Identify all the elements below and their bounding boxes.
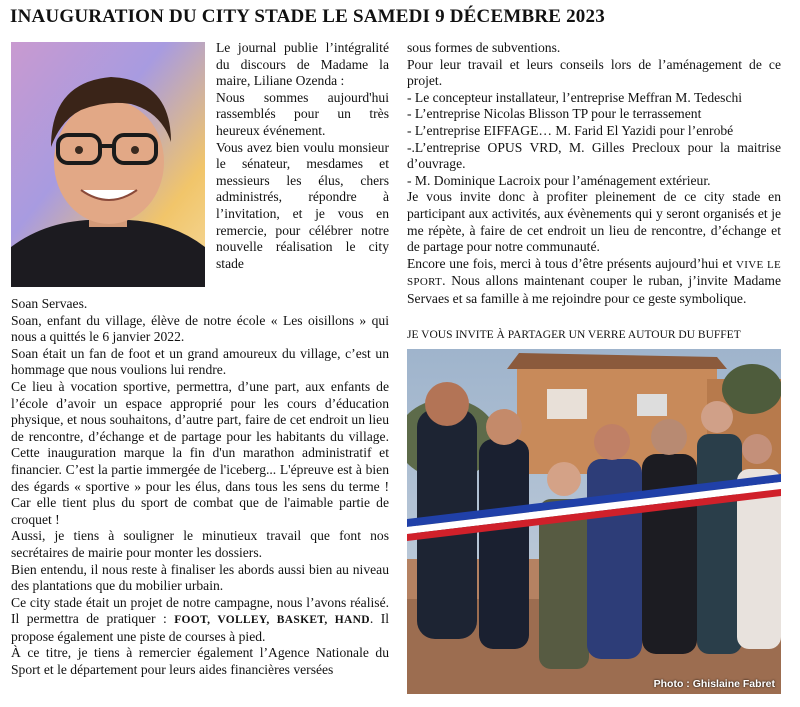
- sports-list: FOOT, VOLLEY, BASKET, HAND: [174, 614, 370, 627]
- right-paragraph: - L’entreprise EIFFAGE… M. Farid El Yazidi pour l’enrobé: [407, 122, 734, 138]
- left-paragraph: Bien entendu, il nous reste à finaliser les abords aussi bien au niveau des plantations que du mobilier urbain.: [11, 561, 389, 594]
- vive-le-sport: VIVE LE SPORT: [407, 258, 781, 289]
- intro-paragraph: Le journal publie l’intégralité du discours de Madame la maire, Liliane Ozenda :: [216, 40, 389, 89]
- intro-paragraph: Vous avez bien voulu monsieur le sénateur, mesdames et messieurs les élus, chers administrés, répondre à l’invitation, et je vous en remercie, pour célébrer notre nouvelle réalisation le city stade: [216, 139, 389, 271]
- left-paragraph: À ce titre, je tiens à remercier également l’Agence Nationale du Sport et le département pour leurs aides financières versées: [11, 645, 389, 678]
- left-paragraph: Soan Servaes.: [11, 296, 88, 311]
- right-paragraph: sous formes de subventions.: [407, 40, 561, 55]
- photo-credit: Photo : Ghislaine Fabret: [653, 678, 775, 690]
- intro-text: [216, 40, 389, 272]
- portrait-photo: [11, 42, 205, 287]
- ribbon-cutting-illustration: [407, 349, 781, 694]
- left-paragraph: Aussi, je tiens à souligner le minutieux travail que font nos secrétaires de mairie pour monter les dossiers.: [11, 528, 389, 560]
- intro-paragraph: Nous sommes aujourd'hui rassemblés pour un très heureux événement.: [216, 89, 389, 138]
- sports-text-a: Ce city stade était un projet de notre campagne, nous l’avons réalisé. Il permettra de pratiquer :: [11, 594, 389, 627]
- right-paragraph: [407, 256, 781, 308]
- right-column: [407, 40, 781, 308]
- right-paragraph: - L’entreprise Nicolas Blisson TP pour le terrassement: [407, 106, 702, 122]
- left-paragraph: Ce lieu à vocation sportive, permettra, d’une part, aux enfants de l’école d’avoir un espace approprié pour les cours d’éducation physique, et nous souhaitons, d’autre part, faire de cet endroit un lieu de rencontre, d’échange et de partage pour les habitants du village. Cette inauguration marque la fin d'un marathon administratif et financier. C’est la partie immergée de l'iceberg... L'épreuve est à bien des égards « sportive » pour les élus, dans tous les sens du terme ! Car elle tient plus du sport de combat que de l'aimable partie de croquet !: [11, 378, 389, 527]
- left-paragraph: [11, 595, 389, 646]
- right-paragraph: - Le concepteur installateur, l’entreprise Meffran M. Tedeschi: [407, 89, 743, 105]
- page-title: INAUGURATION DU CITY STADE LE SAMEDI 9 DÉCEMBRE 2023: [10, 6, 605, 27]
- left-paragraph: Soan était un fan de foot et un grand amoureux du village, c’est un hommage que nous voulions lui rendre.: [11, 345, 389, 378]
- right-paragraph: -.L’entreprise OPUS VRD, M. Gilles Precloux pour la maitrise d’ouvrage.: [407, 139, 781, 172]
- right-paragraph: Pour leur travail et leurs conseils lors de l’aménagement de ce projet.: [407, 56, 781, 89]
- left-paragraph: Soan, enfant du village, élève de notre école « Les oisillons » qui nous a quittés le 6 janvier 2022.: [11, 312, 389, 345]
- portrait-illustration: [11, 42, 205, 287]
- buffet-invitation: JE VOUS INVITE À PARTAGER UN VERRE AUTOUR DU BUFFET: [407, 329, 741, 341]
- right-paragraph: - M. Dominique Lacroix pour l’aménagement extérieur.: [407, 172, 711, 188]
- closing-text-a: Encore une fois, merci à tous d’être présents aujourd’hui et: [407, 255, 737, 271]
- sports-text-b: . Il propose également une piste de courses à pied.: [11, 611, 389, 644]
- ribbon-cutting-photo: [407, 349, 781, 694]
- right-paragraph: Je vous invite donc à profiter pleinement de ce city stade en participant aux activités, aux évènements qui y seront organisés et je me répète, à faire de cet endroit un lieu de rencontre, d’échange et de partage pour notre communauté.: [407, 189, 781, 255]
- left-column: [11, 296, 389, 679]
- closing-text-b: . Nous allons maintenant couper le ruban, j’invite Madame Servaes et sa famille à me rejoindre pour ce geste symbolique.: [407, 273, 781, 306]
